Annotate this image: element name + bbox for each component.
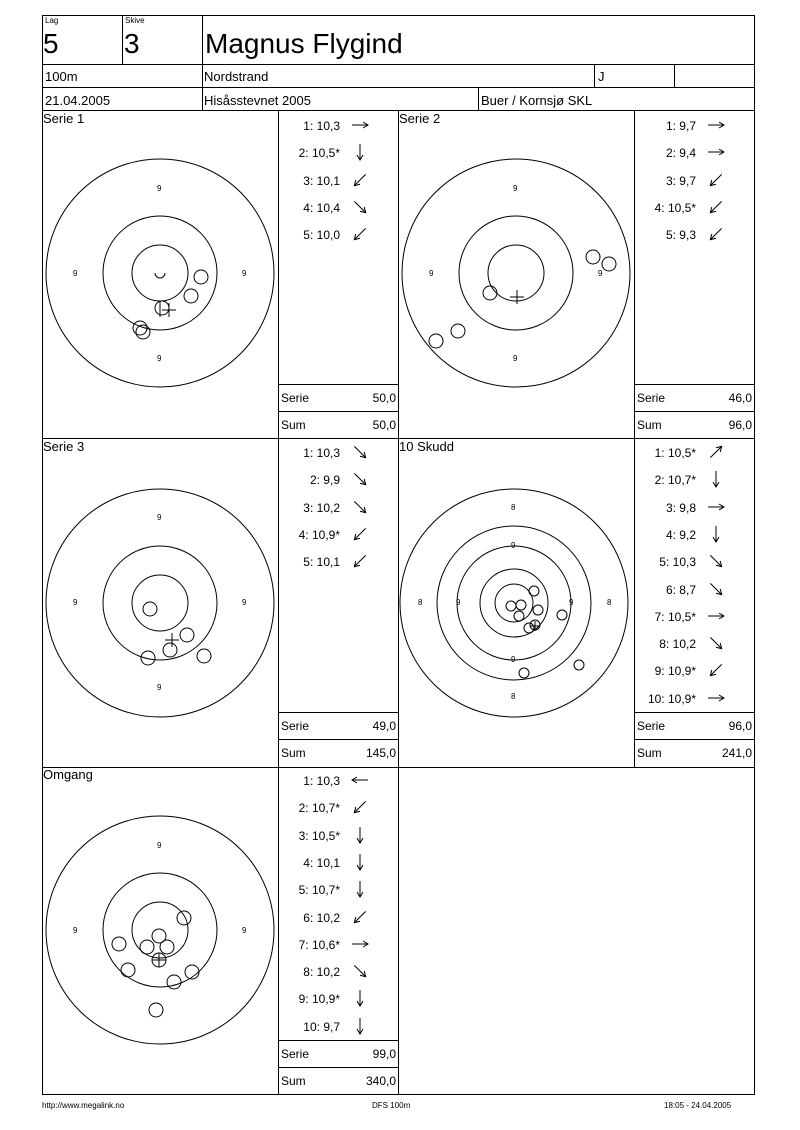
sum-label: Sum [637, 418, 662, 432]
shot-value: 6: 10,2 [303, 910, 340, 925]
direction-arrow-icon [706, 471, 726, 487]
sum-value: 96,0 [728, 418, 752, 432]
ring-label: 9 [157, 513, 162, 522]
shot-value: 3: 10,1 [303, 173, 340, 188]
ring-label: 9 [73, 926, 78, 935]
ring-label: 9 [569, 598, 574, 607]
direction-arrow-icon [706, 117, 726, 133]
direction-arrow-icon [350, 772, 370, 788]
sum-label: Sum [281, 746, 306, 760]
skive-value: 3 [124, 28, 140, 59]
ring-label: 8 [511, 692, 516, 701]
sum-label: Sum [637, 746, 662, 760]
shot-value: 1: 10,3 [303, 774, 340, 788]
footer-url: http://www.megalink.no [42, 1101, 125, 1110]
event-name: Hisåsstevnet 2005 [204, 93, 311, 108]
serie-label: Serie [637, 719, 666, 733]
direction-arrow-icon [706, 199, 726, 215]
direction-arrow-icon [350, 990, 370, 1006]
ring-label: 9 [511, 655, 516, 664]
sum-label: Sum [281, 1074, 306, 1088]
direction-arrow-icon [706, 444, 726, 460]
organizer: Buer / Kornsjø SKL [481, 93, 593, 108]
shot-value: 3: 9,8 [665, 500, 696, 515]
ring-label: 9 [73, 269, 78, 278]
direction-arrow-icon [706, 662, 726, 678]
shot-value: 2: 10,7* [654, 473, 696, 488]
ring-label: 9 [429, 269, 434, 278]
direction-arrow-icon [350, 199, 370, 215]
direction-arrow-icon [350, 827, 370, 843]
direction-arrow-icon [350, 553, 370, 569]
sum-value: 241,0 [721, 746, 752, 760]
target-omgang [46, 816, 274, 1044]
shot-value: 4: 10,4 [303, 200, 340, 215]
shot-value: 4: 9,2 [665, 527, 696, 542]
serie-value: 49,0 [372, 719, 396, 733]
shot-value: 9: 10,9* [298, 992, 340, 1007]
serie1-title: Serie 1 [43, 111, 85, 126]
shot-value: 3: 10,2 [303, 500, 340, 515]
club: Nordstrand [204, 69, 269, 84]
serie-value: 96,0 [728, 719, 752, 733]
shot-value: 6: 8,7 [665, 582, 696, 597]
sum-value: 50,0 [372, 418, 396, 432]
direction-arrow-icon [706, 690, 726, 706]
direction-arrow-icon [350, 444, 370, 460]
ring-label: 8 [418, 598, 423, 607]
direction-arrow-icon [350, 799, 370, 815]
ring-label: 9 [157, 354, 162, 363]
ring-label: 9 [511, 541, 516, 550]
serie-label: Serie [281, 1047, 310, 1061]
serie-value: 99,0 [372, 1047, 396, 1061]
direction-arrow-icon [350, 909, 370, 925]
lag-label: Lag [45, 16, 59, 25]
ring-label: 8 [607, 598, 612, 607]
ring-label: 9 [157, 841, 162, 850]
sum-label: Sum [281, 418, 306, 432]
shot-value: 8: 10,2 [659, 637, 696, 652]
shooter-name: Magnus Flygind [205, 28, 403, 59]
direction-arrow-icon [350, 172, 370, 188]
sum-value: 145,0 [365, 746, 396, 760]
sum-value: 340,0 [365, 1074, 396, 1088]
shot-value: 5: 10,3 [659, 555, 696, 570]
direction-arrow-icon [706, 635, 726, 651]
shot-value: 1: 10,5* [654, 446, 696, 460]
serie2-title: Serie 2 [399, 111, 441, 126]
class: J [598, 69, 605, 84]
ring-label: 9 [513, 354, 518, 363]
direction-arrow-icon [706, 499, 726, 515]
shot-value: 8: 10,2 [303, 965, 340, 980]
direction-arrow-icon [350, 226, 370, 242]
serie-label: Serie [637, 391, 666, 405]
shot-value: 5: 10,0 [303, 228, 340, 243]
direction-arrow-icon [350, 963, 370, 979]
ring-label: 9 [598, 269, 603, 278]
lag-value: 5 [43, 28, 59, 59]
shot-value: 4: 10,9* [298, 527, 340, 542]
shot-value: 2: 9,9 [309, 473, 340, 488]
direction-arrow-icon [350, 881, 370, 897]
serie-label: Serie [281, 391, 310, 405]
shot-value: 2: 9,4 [665, 146, 696, 161]
target-skudd10 [400, 489, 628, 717]
direction-arrow-icon [706, 581, 726, 597]
direction-arrow-icon [350, 854, 370, 870]
omgang-title: Omgang [43, 767, 93, 782]
ring-label: 9 [513, 184, 518, 193]
ring-label: 9 [242, 926, 247, 935]
footer-timestamp: 18:05 - 24.04.2005 [664, 1101, 732, 1110]
ring-label: 9 [73, 598, 78, 607]
direction-arrow-icon [706, 226, 726, 242]
distance: 100m [45, 69, 78, 84]
direction-arrow-icon [706, 172, 726, 188]
direction-arrow-icon [350, 499, 370, 515]
direction-arrow-icon [350, 1018, 370, 1034]
serie-value: 50,0 [372, 391, 396, 405]
ring-label: 9 [242, 269, 247, 278]
shot-value: 3: 9,7 [665, 173, 696, 188]
shot-value: 4: 10,5* [654, 200, 696, 215]
shot-value: 1: 9,7 [665, 119, 696, 133]
shot-value: 3: 10,5* [298, 828, 340, 843]
direction-arrow-icon [706, 608, 726, 624]
direction-arrow-icon [350, 144, 370, 160]
shot-value: 1: 10,3 [303, 119, 340, 133]
direction-arrow-icon [350, 117, 370, 133]
ring-label: 9 [157, 184, 162, 193]
shot-value: 4: 10,1 [303, 855, 340, 870]
ring-label: 8 [511, 503, 516, 512]
direction-arrow-icon [350, 526, 370, 542]
shot-value: 5: 10,1 [303, 555, 340, 570]
shot-value: 9: 10,9* [654, 664, 696, 679]
serie-label: Serie [281, 719, 310, 733]
shot-value: 10: 9,7 [303, 1019, 340, 1034]
direction-arrow-icon [350, 936, 370, 952]
ring-label: 9 [456, 598, 461, 607]
direction-arrow-icon [350, 471, 370, 487]
footer-center: DFS 100m [372, 1101, 411, 1110]
serie-value: 46,0 [728, 391, 752, 405]
date: 21.04.2005 [45, 93, 111, 108]
shot-value: 2: 10,5* [298, 146, 340, 161]
direction-arrow-icon [706, 144, 726, 160]
ring-label: 9 [157, 683, 162, 692]
serie3-title: Serie 3 [43, 439, 85, 454]
shot-value: 5: 9,3 [665, 228, 696, 243]
target-serie1 [46, 159, 274, 387]
shot-value: 5: 10,7* [298, 883, 340, 898]
skive-label: Skive [125, 16, 145, 25]
shot-value: 7: 10,5* [654, 609, 696, 624]
ring-label: 9 [242, 598, 247, 607]
direction-arrow-icon [706, 526, 726, 542]
shot-value: 2: 10,7* [298, 801, 340, 816]
direction-arrow-icon [706, 553, 726, 569]
shot-value: 1: 10,3 [303, 446, 340, 460]
target-serie2 [402, 159, 630, 387]
skudd10-title: 10 Skudd [399, 439, 454, 454]
shot-value: 10: 10,9* [647, 691, 696, 706]
shot-value: 7: 10,6* [298, 937, 340, 952]
